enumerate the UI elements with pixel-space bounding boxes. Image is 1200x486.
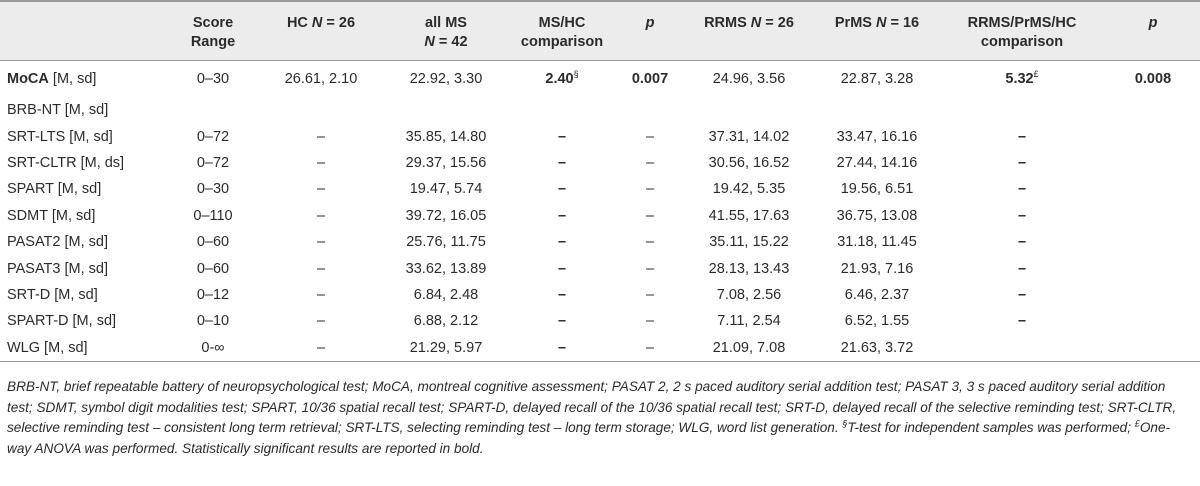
header-p1	[618, 1, 682, 61]
cell-ms-hc-value: –	[557, 286, 567, 303]
cell-prms: 21.63, 3.72	[816, 335, 938, 362]
cell-all-ms: 22.92, 3.30	[409, 71, 483, 87]
cell-ms-hc	[506, 255, 618, 281]
table-row	[0, 255, 1200, 281]
header-score-range	[170, 1, 256, 61]
header-rrms	[682, 1, 816, 61]
row-label-rest: [M, sd]	[48, 71, 97, 87]
cell-ms-hc-value: –	[557, 128, 567, 145]
cell-p2	[1106, 203, 1200, 229]
cell-range: 0-∞	[170, 335, 256, 362]
cell-all-ms: 6.88, 2.12	[413, 313, 479, 330]
table-row	[0, 308, 1200, 334]
row-label-rest: WLG [M, sd]	[7, 339, 88, 356]
header-label	[0, 1, 170, 61]
cell-rrms: 7.11, 2.54	[717, 313, 781, 330]
cell-range: 0–10	[196, 313, 230, 330]
cell-all-ms: 25.76, 11.75	[406, 234, 486, 251]
cell-range: 0–60	[196, 234, 230, 251]
cell-three-way	[938, 229, 1106, 255]
cell-ms-hc-value: –	[557, 313, 567, 330]
cell-three-way-sup: £	[1033, 69, 1039, 80]
cell-range: 0–72	[196, 154, 230, 171]
header-ms-hc-comparison	[506, 1, 618, 61]
table-row	[0, 176, 1200, 202]
cell-range: 0–12	[196, 286, 230, 303]
cell-prms: 33.47, 16.16	[836, 128, 918, 145]
header-rrms-prefix: RRMS	[704, 15, 751, 31]
row-label	[0, 282, 170, 308]
cell-range	[170, 97, 256, 123]
cell-ms-hc-sup: §	[573, 69, 579, 80]
row-label-rest: SRT-CLTR [M, ds]	[7, 154, 125, 171]
cell-rrms: 7.08, 2.56	[716, 286, 782, 303]
row-label-rest: SRT-LTS [M, sd]	[7, 128, 113, 145]
cell-ms-hc-value: –	[557, 234, 567, 251]
cell-all-ms: 39.72, 16.05	[405, 207, 487, 224]
cell-p2	[1106, 123, 1200, 149]
cell-range: 0–30	[196, 181, 230, 198]
footnote-ttest: T-test for independent samples was performed;	[847, 420, 1135, 436]
cell-three-way	[938, 255, 1106, 281]
table-row	[0, 61, 1200, 98]
header-prms-prefix: PrMS	[834, 15, 876, 31]
row-label	[0, 203, 170, 229]
cell-rrms: 35.11, 15.22	[709, 234, 789, 251]
cell-range: 0–30	[196, 71, 230, 87]
cell-rrms: 41.55, 17.63	[708, 207, 790, 224]
cell-ms-hc	[506, 282, 618, 308]
header-prms-n: N	[875, 15, 887, 31]
cell-p2	[1106, 255, 1200, 281]
cell-range: 0–110	[193, 207, 233, 224]
table-footnote	[7, 377, 1193, 459]
cell-p2	[1106, 308, 1200, 334]
header-ms-hc-line2: comparison	[520, 34, 604, 50]
cell-three-way-value: –	[1017, 128, 1027, 145]
header-three-way-comparison	[938, 1, 1106, 61]
header-hc-prefix: HC	[286, 15, 312, 31]
cell-ms-hc-value: –	[557, 207, 567, 224]
row-label	[0, 255, 170, 281]
cell-range: 0–72	[196, 128, 230, 145]
cell-three-way-value: –	[1017, 260, 1027, 277]
row-label-rest: PASAT3 [M, sd]	[7, 260, 108, 277]
table-header	[0, 1, 1200, 61]
header-score-range-line2: Range	[190, 34, 236, 50]
cell-hc: –	[316, 313, 326, 330]
cell-hc: –	[316, 286, 326, 303]
cell-three-way-value: –	[1017, 234, 1027, 251]
cell-p1: –	[645, 154, 655, 171]
cell-three-way	[938, 61, 1106, 98]
cell-ms-hc	[506, 97, 618, 123]
cell-ms-hc	[506, 203, 618, 229]
cell-p1	[618, 97, 682, 123]
cell-rrms: 28.13, 13.43	[708, 260, 790, 277]
cell-all-ms: 29.37, 15.56	[405, 154, 487, 171]
row-label-rest: SPART-D [M, sd]	[7, 313, 117, 330]
header-prms-suffix: = 16	[886, 15, 920, 31]
header-all-ms-n: N	[424, 34, 435, 50]
cell-p1: –	[645, 234, 655, 251]
cell-three-way	[938, 97, 1106, 123]
cell-prms	[816, 97, 938, 123]
table-row	[0, 123, 1200, 149]
cell-hc: 26.61, 2.10	[284, 71, 358, 87]
footnote-sup-pound: £	[1134, 418, 1140, 429]
header-hc-n: N	[311, 15, 323, 31]
cell-all-ms: 19.47, 5.74	[409, 181, 483, 198]
cell-p2	[1106, 229, 1200, 255]
cell-hc: –	[316, 207, 326, 224]
cell-three-way	[938, 123, 1106, 149]
cell-hc: –	[316, 128, 326, 145]
cell-prms: 21.93, 7.16	[840, 260, 914, 277]
header-three-way-line1: RRMS/PrMS/HC	[967, 15, 1077, 31]
cell-rrms	[682, 97, 816, 123]
cell-all-ms: 21.29, 5.97	[386, 335, 506, 362]
row-label-rest: SDMT [M, sd]	[7, 207, 96, 224]
row-label-rest: SRT-D [M, sd]	[7, 286, 98, 303]
row-label	[0, 335, 170, 362]
row-label	[0, 123, 170, 149]
cell-ms-hc	[506, 229, 618, 255]
cell-prms: 36.75, 13.08	[836, 207, 918, 224]
header-hc-suffix: = 26	[322, 15, 356, 31]
cell-all-ms: 33.62, 13.89	[405, 260, 487, 277]
cell-ms-hc-value: –	[557, 339, 567, 356]
row-label-rest: PASAT2 [M, sd]	[7, 234, 108, 251]
cell-three-way-value: –	[1017, 207, 1027, 224]
cell-all-ms: 35.85, 14.80	[405, 128, 487, 145]
cell-prms: 31.18, 11.45	[837, 234, 917, 251]
cell-p2	[1106, 150, 1200, 176]
table-row	[0, 335, 1200, 362]
row-label	[0, 308, 170, 334]
table-row	[0, 203, 1200, 229]
header-all-ms	[386, 1, 506, 61]
cell-prms: 22.87, 3.28	[840, 71, 914, 87]
cell-prms: 19.56, 6.51	[840, 181, 914, 198]
cell-hc: –	[316, 154, 326, 171]
cell-rrms: 19.42, 5.35	[712, 181, 786, 198]
header-p1-text: p	[645, 15, 655, 31]
header-prms	[816, 1, 938, 61]
cell-ms-hc-value: –	[557, 181, 567, 198]
row-label	[0, 97, 170, 123]
cell-p1: –	[645, 313, 655, 330]
cell-ms-hc	[506, 176, 618, 202]
row-label	[0, 61, 170, 98]
table-row	[0, 282, 1200, 308]
header-three-way-line2: comparison	[980, 34, 1064, 50]
row-label-rest: BRB-NT [M, sd]	[7, 102, 109, 119]
cell-all-ms: 6.84, 2.48	[413, 286, 479, 303]
row-label	[0, 150, 170, 176]
header-all-ms-line1: all MS	[425, 15, 467, 31]
cell-rrms: 21.09, 7.08	[682, 335, 816, 362]
header-p2	[1106, 1, 1200, 61]
header-score-range-line1: Score	[192, 15, 234, 31]
cell-three-way	[938, 203, 1106, 229]
cell-three-way	[938, 335, 1106, 362]
cell-p1: –	[645, 128, 655, 145]
table-row	[0, 229, 1200, 255]
cell-p1: –	[618, 335, 682, 362]
row-label	[0, 176, 170, 202]
cell-p2	[1106, 176, 1200, 202]
cell-p1: –	[645, 181, 655, 198]
footnote-anova: One-way ANOVA was performed. Statistically significant results are reported in bold.	[7, 420, 1171, 456]
cell-three-way	[938, 150, 1106, 176]
cell-ms-hc	[506, 123, 618, 149]
cell-p2	[1106, 335, 1200, 362]
cell-three-way-value: 5.32	[1005, 71, 1034, 87]
cell-p2	[1106, 282, 1200, 308]
row-label-bold: MoCA	[7, 71, 49, 87]
cell-ms-hc	[506, 308, 618, 334]
footnote-sup-section: §	[842, 418, 848, 429]
footnote-abbreviations: BRB-NT, brief repeatable battery of neuropsychological test; MoCA, montreal cognitive assessment; PASAT 2, 2 s paced auditory serial addition test; PASAT 3, 3 s paced auditory serial addition test; SDMT, symbol digit modalities test; SPART, 10/36 spatial recall test; SPART-D, delayed recall of the 10/36 spatial recall test; SRT-D, delayed recall of the selective reminding test; SRT-CLTR, selective reminding test – consistent long term retrieval; SRT-LTS, selecting reminding test – long term storage; WLG, word list generation.	[7, 379, 1177, 436]
cell-p1: –	[645, 260, 655, 277]
cell-p2	[1106, 97, 1200, 123]
table-row	[0, 150, 1200, 176]
table-row	[0, 97, 1200, 123]
header-row	[0, 1, 1200, 61]
table-body	[0, 61, 1200, 362]
cell-p1: –	[645, 286, 655, 303]
cell-ms-hc	[506, 335, 618, 362]
row-label-rest: SPART [M, sd]	[7, 181, 102, 198]
header-rrms-n: N	[750, 15, 762, 31]
header-all-ms-suffix: = 42	[434, 34, 468, 50]
cell-prms: 27.44, 14.16	[836, 154, 918, 171]
cell-hc	[256, 97, 386, 123]
cell-rrms: 24.96, 3.56	[712, 71, 786, 87]
cell-ms-hc	[506, 61, 618, 98]
cell-three-way	[938, 308, 1106, 334]
cell-p1: 0.007	[631, 71, 669, 87]
cell-p1: –	[645, 207, 655, 224]
cell-hc: –	[316, 234, 326, 251]
cell-prms: 6.52, 1.55	[844, 313, 910, 330]
cell-p2: 0.008	[1134, 71, 1172, 87]
row-label	[0, 229, 170, 255]
header-rrms-suffix: = 26	[761, 15, 794, 31]
cell-three-way-value: –	[1017, 286, 1027, 303]
header-p2-text: p	[1148, 15, 1158, 31]
cell-three-way	[938, 282, 1106, 308]
cell-hc: –	[316, 260, 326, 277]
cell-three-way-value: –	[1017, 154, 1027, 171]
cell-three-way-value: –	[1017, 181, 1027, 198]
cell-ms-hc-value: –	[557, 154, 567, 171]
cell-rrms: 37.31, 14.02	[708, 128, 790, 145]
cell-ms-hc	[506, 150, 618, 176]
cell-prms: 6.46, 2.37	[844, 286, 910, 303]
cell-all-ms	[386, 97, 506, 123]
cell-ms-hc-value: –	[557, 260, 567, 277]
cell-hc: –	[256, 335, 386, 362]
cell-hc: –	[316, 181, 326, 198]
cell-rrms: 30.56, 16.52	[708, 154, 790, 171]
cell-three-way	[938, 176, 1106, 202]
cell-ms-hc-value: 2.40	[545, 71, 574, 87]
header-hc	[256, 1, 386, 61]
header-ms-hc-line1: MS/HC	[538, 15, 586, 31]
cell-range: 0–60	[196, 260, 230, 277]
cell-three-way-value: –	[1017, 313, 1027, 330]
